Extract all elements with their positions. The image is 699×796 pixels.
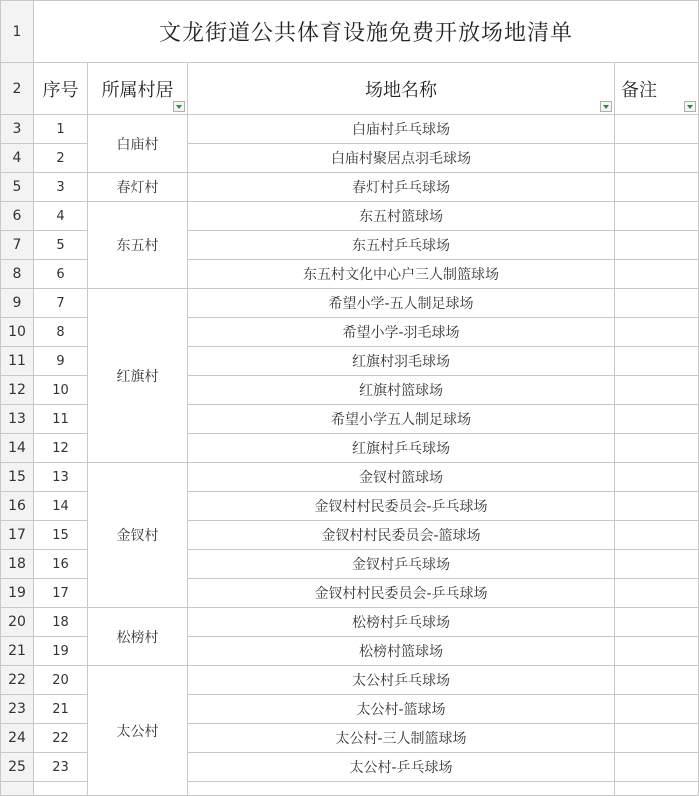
cell-seq[interactable]: 12 [34,434,88,463]
cell-venue[interactable]: 东五村文化中心户三人制篮球场 [188,260,615,289]
cell-seq[interactable]: 13 [34,463,88,492]
filter-dropdown-icon[interactable] [600,101,612,112]
row-header-7[interactable]: 7 [1,231,34,260]
cell-note[interactable] [615,550,699,579]
cell-note[interactable] [615,260,699,289]
cell-seq[interactable]: 20 [34,666,88,695]
cell-note[interactable] [615,173,699,202]
cell-village[interactable]: 松榜村 [88,608,188,666]
cell-note[interactable] [615,521,699,550]
cell-seq[interactable]: 5 [34,231,88,260]
row-header-13[interactable]: 13 [1,405,34,434]
cell-venue[interactable]: 金钗村乒乓球场 [188,550,615,579]
cell-venue[interactable]: 希望小学-羽毛球场 [188,318,615,347]
row-header-26[interactable] [1,782,34,796]
cell-seq[interactable]: 4 [34,202,88,231]
row-header-21[interactable]: 21 [1,637,34,666]
cell-seq[interactable]: 18 [34,608,88,637]
cell-venue[interactable]: 东五村篮球场 [188,202,615,231]
row-header-2[interactable]: 2 [1,63,34,115]
cell-note[interactable] [615,434,699,463]
cell-note[interactable] [615,492,699,521]
cell-note[interactable] [615,608,699,637]
cell-seq[interactable]: 7 [34,289,88,318]
row-header-8[interactable]: 8 [1,260,34,289]
cell-venue[interactable]: 红旗村乒乓球场 [188,434,615,463]
header-note-label: 备注 [621,79,657,101]
row-header-15[interactable]: 15 [1,463,34,492]
cell-venue[interactable]: 金钗村村民委员会-乒乓球场 [188,492,615,521]
cell-village[interactable]: 白庙村 [88,115,188,173]
cell-venue[interactable]: 春灯村乒乓球场 [188,173,615,202]
cell-venue[interactable]: 白庙村聚居点羽毛球场 [188,144,615,173]
row-header-20[interactable]: 20 [1,608,34,637]
cell-venue[interactable] [188,782,615,796]
header-village[interactable] [88,63,188,115]
cell-seq[interactable]: 15 [34,521,88,550]
cell-venue[interactable]: 松榜村篮球场 [188,637,615,666]
cell-venue[interactable]: 红旗村羽毛球场 [188,347,615,376]
cell-note[interactable] [615,782,699,796]
cell-village[interactable]: 金钗村 [88,463,188,608]
row-header-12[interactable]: 12 [1,376,34,405]
row-header-1[interactable]: 1 [1,1,34,63]
row-header-19[interactable]: 19 [1,579,34,608]
header-seq[interactable] [34,63,88,115]
header-seq-label: 序号 [42,79,79,101]
cell-venue[interactable]: 太公村-三人制篮球场 [188,724,615,753]
sheet-title[interactable]: 文龙街道公共体育设施免费开放场地清单 [34,1,699,63]
cell-seq[interactable] [34,782,88,796]
cell-village[interactable]: 东五村 [88,202,188,289]
row-header-3[interactable]: 3 [1,115,34,144]
cell-note[interactable] [615,463,699,492]
row-header-11[interactable]: 11 [1,347,34,376]
row-header-18[interactable]: 18 [1,550,34,579]
cell-venue[interactable]: 希望小学五人制足球场 [188,405,615,434]
cell-note[interactable] [615,724,699,753]
cell-venue[interactable]: 金钗村村民委员会-篮球场 [188,521,615,550]
cell-venue[interactable]: 金钗村篮球场 [188,463,615,492]
header-venue[interactable] [188,63,615,115]
row-header-24[interactable]: 24 [1,724,34,753]
filter-dropdown-icon[interactable] [173,101,185,112]
cell-seq[interactable]: 8 [34,318,88,347]
cell-note[interactable] [615,347,699,376]
row-header-6[interactable]: 6 [1,202,34,231]
cell-venue[interactable]: 东五村乒乓球场 [188,231,615,260]
cell-seq[interactable]: 1 [34,115,88,144]
cell-note[interactable] [615,405,699,434]
cell-venue[interactable]: 红旗村篮球场 [188,376,615,405]
cell-venue[interactable]: 太公村乒乓球场 [188,666,615,695]
cell-village[interactable]: 太公村 [88,666,188,796]
cell-venue[interactable]: 太公村-篮球场 [188,695,615,724]
cell-note[interactable] [615,637,699,666]
cell-seq[interactable]: 14 [34,492,88,521]
cell-seq[interactable]: 19 [34,637,88,666]
cell-note[interactable] [615,115,699,144]
cell-seq[interactable]: 10 [34,376,88,405]
cell-seq[interactable]: 23 [34,753,88,782]
row-header-10[interactable]: 10 [1,318,34,347]
row-header-25[interactable]: 25 [1,753,34,782]
cell-note[interactable] [615,376,699,405]
cell-venue[interactable]: 白庙村乒乓球场 [188,115,615,144]
cell-seq[interactable]: 11 [34,405,88,434]
cell-note[interactable] [615,695,699,724]
cell-note[interactable] [615,289,699,318]
cell-seq[interactable]: 3 [34,173,88,202]
header-note[interactable] [615,63,699,115]
filter-dropdown-icon[interactable] [684,101,696,112]
cell-note[interactable] [615,202,699,231]
row-header-17[interactable]: 17 [1,521,34,550]
row-header-23[interactable]: 23 [1,695,34,724]
cell-village[interactable]: 红旗村 [88,289,188,463]
cell-seq[interactable]: 6 [34,260,88,289]
cell-village[interactable]: 春灯村 [88,173,188,202]
cell-note[interactable] [615,318,699,347]
row-header-4[interactable]: 4 [1,144,34,173]
row-header-9[interactable]: 9 [1,289,34,318]
cell-seq[interactable]: 9 [34,347,88,376]
cell-seq[interactable]: 2 [34,144,88,173]
cell-note[interactable] [615,666,699,695]
cell-note[interactable] [615,579,699,608]
row-header-5[interactable]: 5 [1,173,34,202]
cell-note[interactable] [615,144,699,173]
cell-venue[interactable]: 松榜村乒乓球场 [188,608,615,637]
cell-seq[interactable]: 16 [34,550,88,579]
row-header-22[interactable]: 22 [1,666,34,695]
cell-venue[interactable]: 金钗村村民委员会-乒乓球场 [188,579,615,608]
cell-note[interactable] [615,231,699,260]
cell-seq[interactable]: 21 [34,695,88,724]
header-venue-label: 场地名称 [365,79,437,101]
row-header-14[interactable]: 14 [1,434,34,463]
cell-venue[interactable]: 太公村-乒乓球场 [188,753,615,782]
cell-venue[interactable]: 希望小学-五人制足球场 [188,289,615,318]
row-header-16[interactable]: 16 [1,492,34,521]
cell-seq[interactable]: 17 [34,579,88,608]
cell-seq[interactable]: 22 [34,724,88,753]
header-village-label: 所属村居 [101,79,174,101]
cell-note[interactable] [615,753,699,782]
